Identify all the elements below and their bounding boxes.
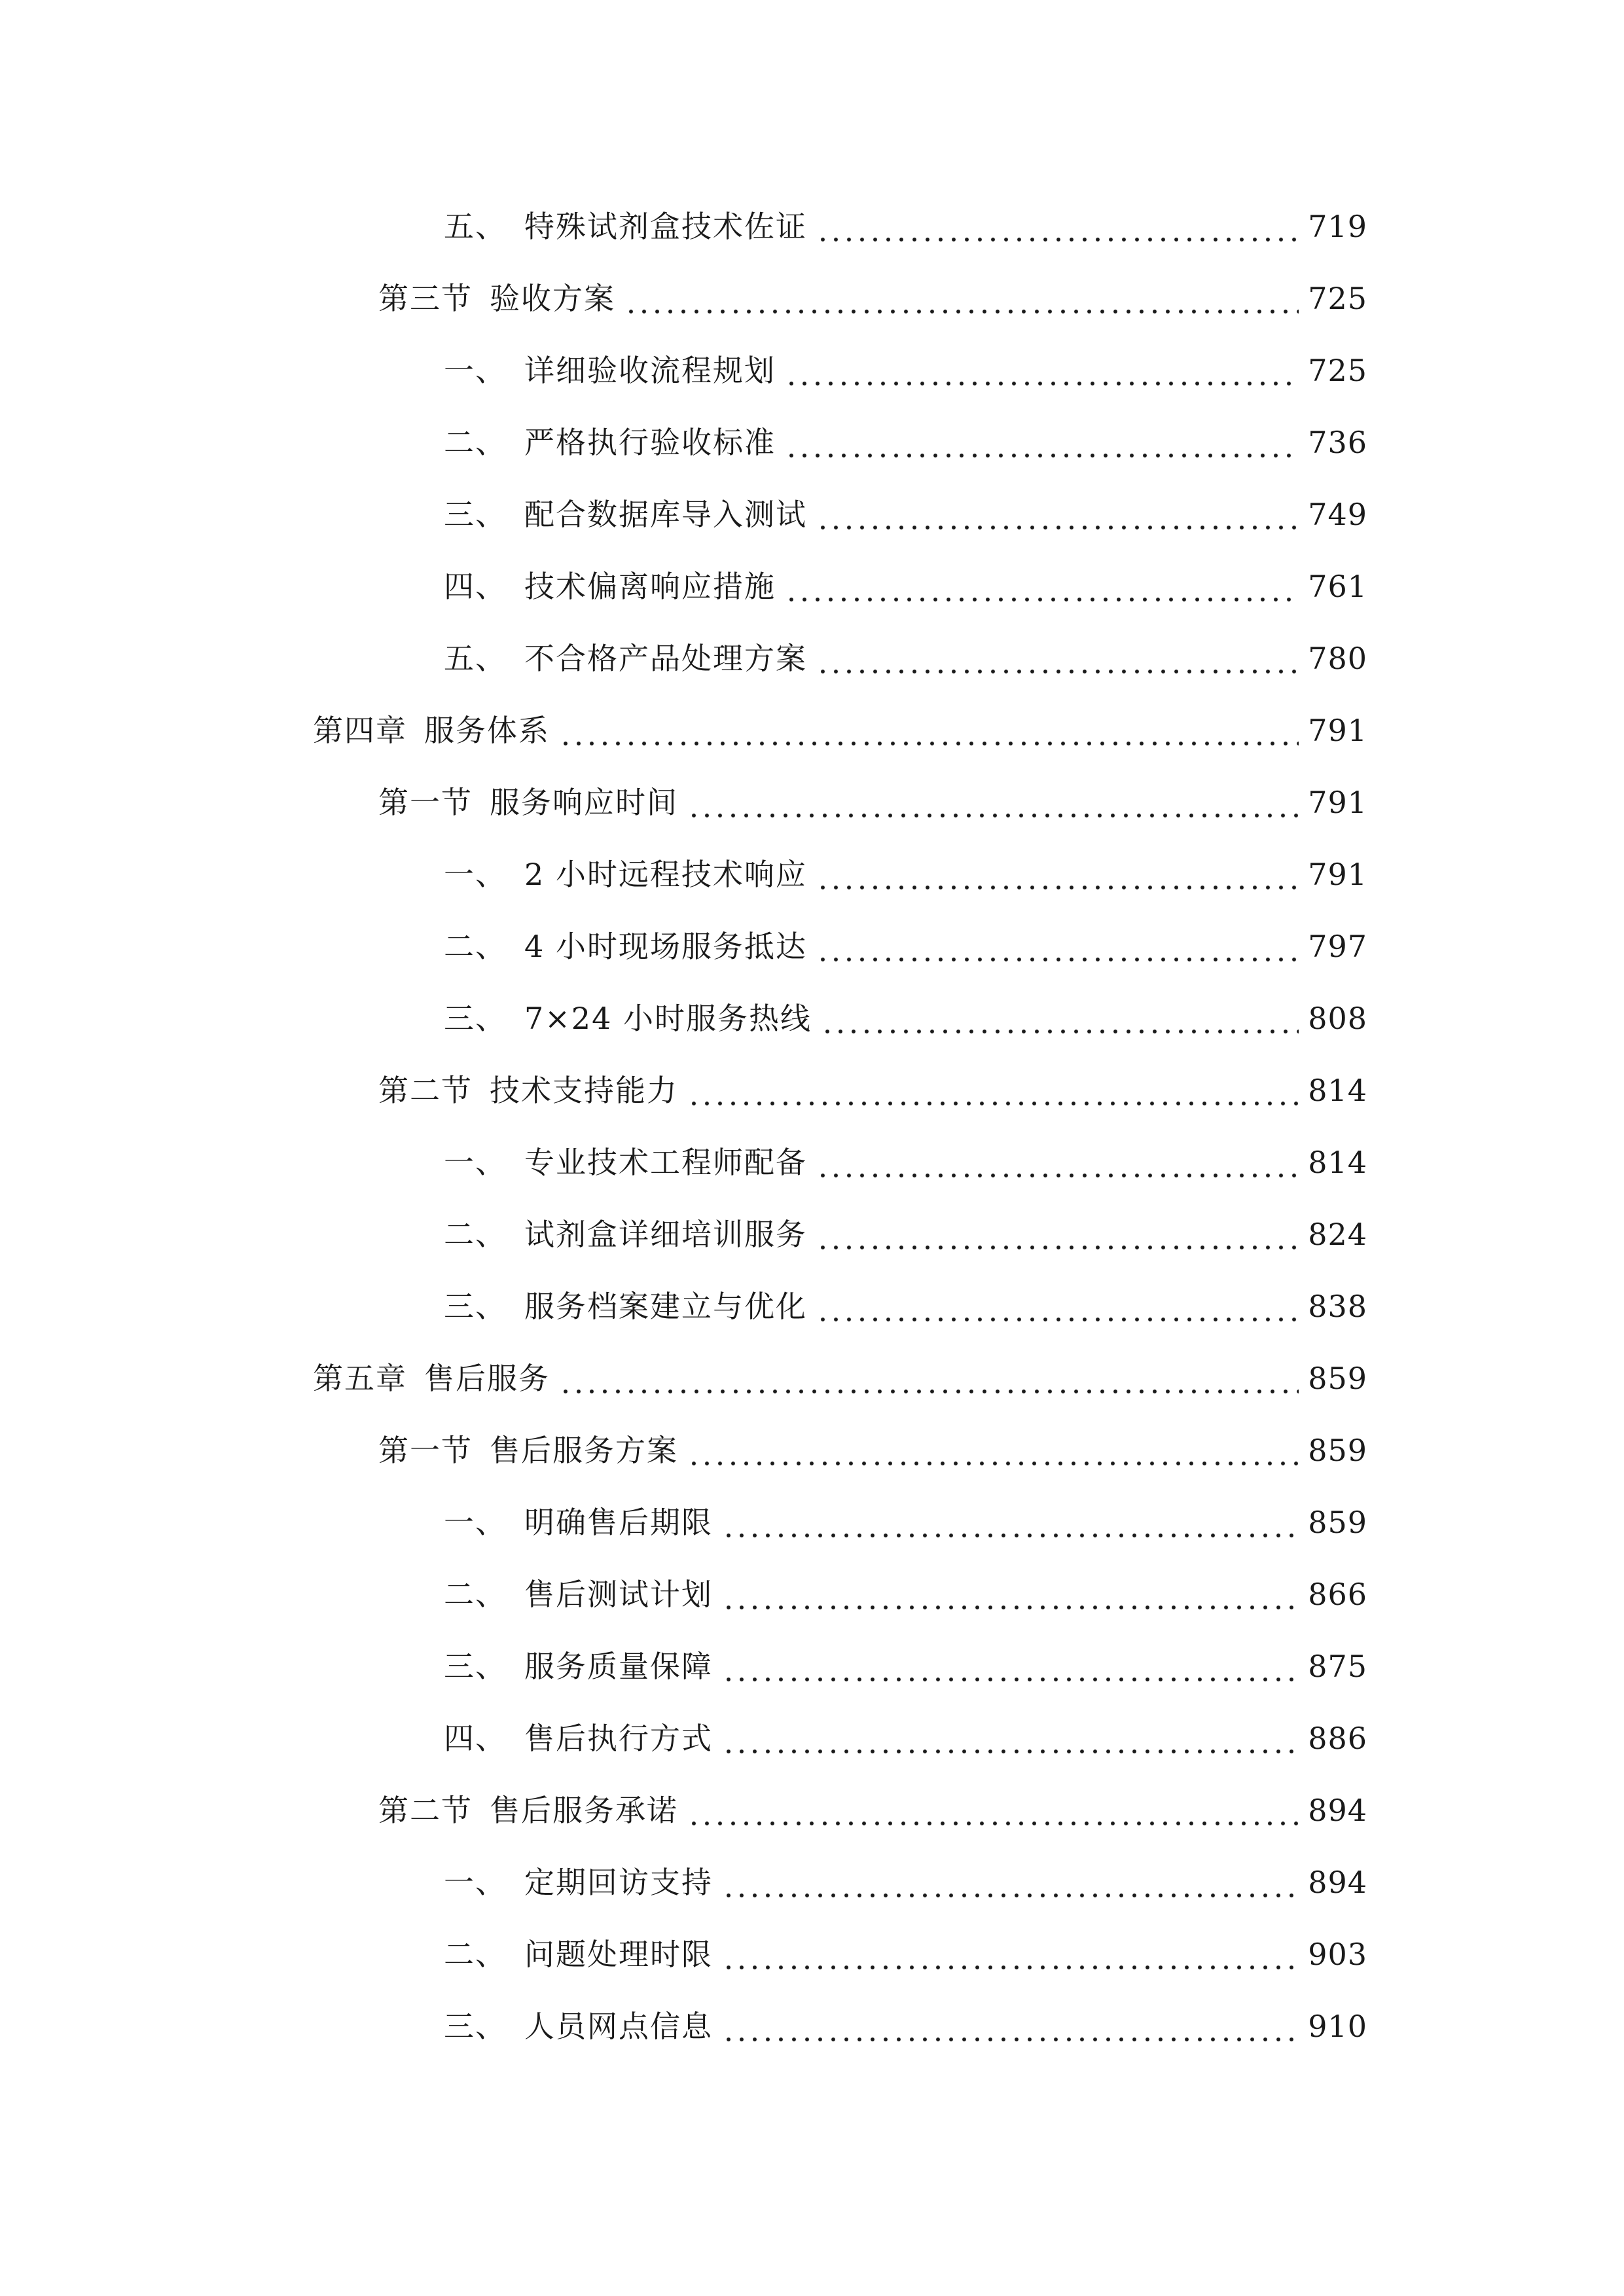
toc-entry[interactable] <box>378 1784 1367 1837</box>
toc-entry[interactable] <box>444 1568 1367 1621</box>
toc-entry-number: 一、 <box>444 857 507 892</box>
toc-entry-number: 二、 <box>444 1937 507 1972</box>
toc-entry-title: 定期回访支持 <box>524 1865 713 1900</box>
toc-entry-number: 三、 <box>444 1289 507 1324</box>
dot-leader <box>785 560 1299 613</box>
toc-entry[interactable] <box>444 560 1367 613</box>
toc-entry[interactable] <box>378 1424 1367 1477</box>
toc-entry-number: 二、 <box>444 1577 507 1612</box>
toc-entry-title: 售后测试计划 <box>524 1577 713 1612</box>
dot-leader <box>785 416 1299 469</box>
dot-leader <box>722 1856 1299 1909</box>
toc-entry-title: 4 小时现场服务抵达 <box>524 929 807 964</box>
dot-leader <box>687 1784 1299 1837</box>
toc-entry[interactable] <box>444 1136 1367 1189</box>
toc-entry-page-number: 894 <box>1308 1865 1367 1900</box>
toc-entry-number: 三、 <box>444 497 507 532</box>
toc-entry-title: 售后服务 <box>424 1361 550 1396</box>
toc-entry-number: 三、 <box>444 1649 507 1684</box>
dot-leader <box>816 1208 1299 1261</box>
dot-leader <box>821 992 1299 1045</box>
toc-entry-page-number: 797 <box>1308 929 1367 964</box>
toc-entry-number: 二、 <box>444 929 507 964</box>
toc-entry-title: 严格执行验收标准 <box>524 425 776 460</box>
toc-entry-page-number: 910 <box>1308 2009 1367 2044</box>
toc-entry-page-number: 894 <box>1308 1793 1367 1828</box>
toc-entry[interactable] <box>444 488 1367 541</box>
toc-entry-title: 服务体系 <box>424 713 550 748</box>
toc-entry-number: 一、 <box>444 353 507 388</box>
toc-entry-title: 7×24 小时服务热线 <box>524 1001 812 1036</box>
dot-leader <box>687 1424 1299 1477</box>
toc-entry-title: 试剂盒详细培训服务 <box>524 1217 807 1252</box>
toc-entry-number: 第五章 <box>313 1361 407 1396</box>
toc-entry-page-number: 814 <box>1308 1073 1367 1108</box>
dot-leader <box>816 632 1299 685</box>
toc-entry[interactable] <box>444 1640 1367 1693</box>
toc-entry-title: 售后执行方式 <box>524 1721 713 1756</box>
toc-entry-page-number: 749 <box>1308 497 1367 532</box>
dot-leader <box>559 704 1299 757</box>
toc-entry-page-number: 838 <box>1308 1289 1367 1324</box>
toc-entry[interactable] <box>444 2000 1367 2053</box>
toc-entry-number: 第一节 <box>378 785 473 820</box>
toc-entry[interactable] <box>444 416 1367 469</box>
dot-leader <box>816 1280 1299 1333</box>
toc-entry[interactable] <box>444 1496 1367 1549</box>
toc-entry[interactable] <box>444 920 1367 973</box>
toc-entry-number: 第四章 <box>313 713 407 748</box>
dot-leader <box>816 488 1299 541</box>
toc-entry-title: 专业技术工程师配备 <box>524 1145 807 1180</box>
toc-entry-number: 第三节 <box>378 281 473 316</box>
toc-entry-page-number: 903 <box>1308 1937 1367 1972</box>
dot-leader <box>722 1496 1299 1549</box>
toc-entry[interactable] <box>313 1352 1367 1405</box>
toc-entry-title: 特殊试剂盒技术佐证 <box>524 209 807 244</box>
toc-entry[interactable] <box>444 1712 1367 1765</box>
toc-entry[interactable] <box>444 1280 1367 1333</box>
toc-entry-page-number: 859 <box>1308 1433 1367 1468</box>
dot-leader <box>722 1928 1299 1981</box>
toc-entry-page-number: 719 <box>1308 209 1367 244</box>
toc-entry-page-number: 859 <box>1308 1505 1367 1540</box>
toc-entry-page-number: 791 <box>1308 857 1367 892</box>
dot-leader <box>722 2000 1299 2053</box>
toc-entry-page-number: 886 <box>1308 1721 1367 1756</box>
toc-entry-number: 四、 <box>444 569 507 604</box>
toc-entry-page-number: 725 <box>1308 353 1367 388</box>
toc-entry-page-number: 791 <box>1308 785 1367 820</box>
toc-entry[interactable] <box>444 344 1367 397</box>
toc-entry-title: 服务响应时间 <box>490 785 678 820</box>
toc-entry[interactable] <box>444 1208 1367 1261</box>
toc-entry[interactable] <box>444 632 1367 685</box>
toc-entry-number: 第一节 <box>378 1433 473 1468</box>
toc-entry-title: 详细验收流程规划 <box>524 353 776 388</box>
dot-leader <box>559 1352 1299 1405</box>
dot-leader <box>722 1712 1299 1765</box>
dot-leader <box>816 848 1299 901</box>
toc-entry-number: 四、 <box>444 1721 507 1756</box>
toc-entry-page-number: 814 <box>1308 1145 1367 1180</box>
toc-entry-title: 技术偏离响应措施 <box>524 569 776 604</box>
toc-entry-number: 三、 <box>444 2009 507 2044</box>
toc-entry-page-number: 866 <box>1308 1577 1367 1612</box>
toc-entry-number: 一、 <box>444 1505 507 1540</box>
toc-entry-number: 二、 <box>444 1217 507 1252</box>
toc-entry-title: 售后服务承诺 <box>490 1793 678 1828</box>
toc-entry[interactable] <box>444 848 1367 901</box>
dot-leader <box>624 272 1299 325</box>
dot-leader <box>722 1640 1299 1693</box>
toc-entry-title: 服务质量保障 <box>524 1649 713 1684</box>
toc-entry[interactable] <box>444 992 1367 1045</box>
toc-entry-title: 2 小时远程技术响应 <box>524 857 807 892</box>
toc-entry-number: 二、 <box>444 425 507 460</box>
toc-entry-title: 不合格产品处理方案 <box>524 641 807 676</box>
toc-entry-title: 技术支持能力 <box>490 1073 678 1108</box>
dot-leader <box>816 200 1299 253</box>
toc-entry[interactable] <box>378 776 1367 829</box>
toc-entry-number: 第二节 <box>378 1793 473 1828</box>
toc-entry-page-number: 824 <box>1308 1217 1367 1252</box>
toc-entry-page-number: 791 <box>1308 713 1367 748</box>
toc-entry[interactable] <box>444 1928 1367 1981</box>
toc-entry[interactable] <box>313 704 1367 757</box>
toc-entry-page-number: 875 <box>1308 1649 1367 1684</box>
dot-leader <box>722 1568 1299 1621</box>
toc-entry-title: 服务档案建立与优化 <box>524 1289 807 1324</box>
toc-entry-title: 人员网点信息 <box>524 2009 713 2044</box>
toc-entry-title: 明确售后期限 <box>524 1505 713 1540</box>
toc-entry-page-number: 761 <box>1308 569 1367 604</box>
toc-entry-title: 验收方案 <box>490 281 615 316</box>
toc-entry-title: 问题处理时限 <box>524 1937 713 1972</box>
dot-leader <box>785 344 1299 397</box>
toc-entry-number: 一、 <box>444 1865 507 1900</box>
toc-entry-title: 售后服务方案 <box>490 1433 678 1468</box>
toc-entry-page-number: 736 <box>1308 425 1367 460</box>
toc-entry-page-number: 859 <box>1308 1361 1367 1396</box>
toc-entry[interactable] <box>378 1064 1367 1117</box>
toc-entry[interactable] <box>444 1856 1367 1909</box>
toc-entry-number: 第二节 <box>378 1073 473 1108</box>
dot-leader <box>816 1136 1299 1189</box>
toc-entry-page-number: 780 <box>1308 641 1367 676</box>
toc-entry[interactable] <box>378 272 1367 325</box>
toc-entry-page-number: 808 <box>1308 1001 1367 1036</box>
dot-leader <box>816 920 1299 973</box>
toc-entry-number: 五、 <box>444 641 507 676</box>
toc-entry[interactable] <box>444 200 1367 253</box>
toc-entry-page-number: 725 <box>1308 281 1367 316</box>
toc-entry-number: 一、 <box>444 1145 507 1180</box>
toc-entry-number: 五、 <box>444 209 507 244</box>
dot-leader <box>687 776 1299 829</box>
toc-entry-number: 三、 <box>444 1001 507 1036</box>
dot-leader <box>687 1064 1299 1117</box>
toc-entry-title: 配合数据库导入测试 <box>524 497 807 532</box>
